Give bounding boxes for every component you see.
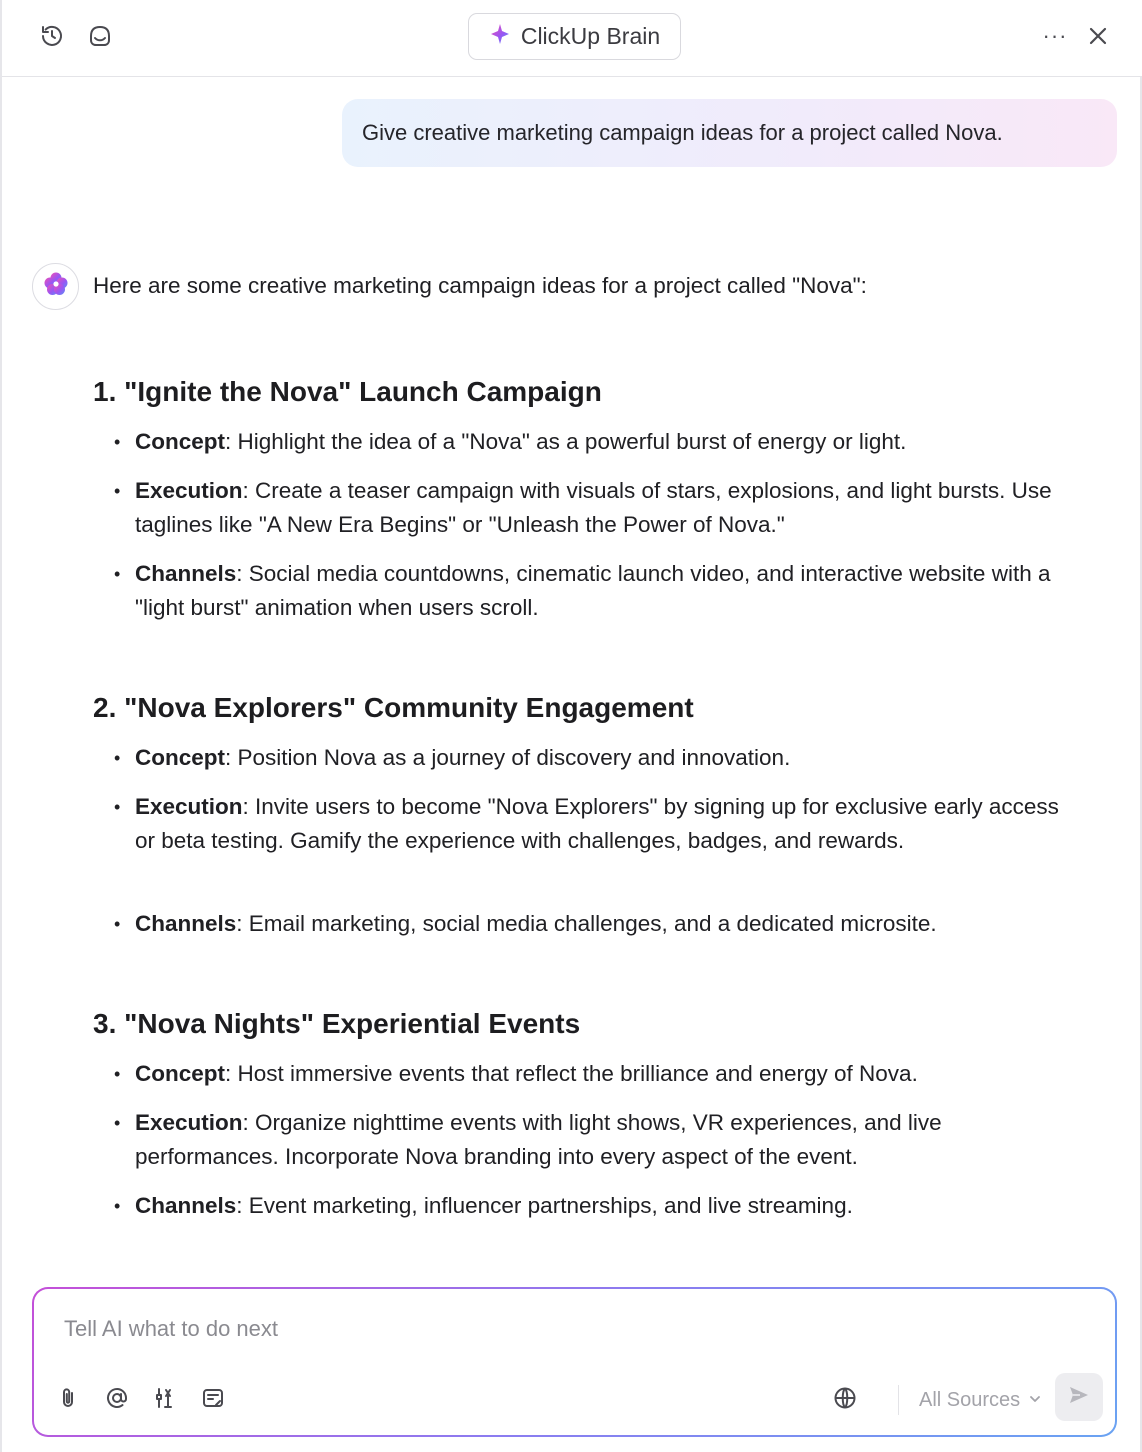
- bullet-label: Channels: [135, 911, 237, 936]
- ai-avatar: [32, 263, 79, 310]
- inbox-icon[interactable]: [84, 20, 116, 52]
- bullet-item: [114, 790, 1064, 858]
- bullet-text: : Highlight the idea of a "Nova" as a powerful burst of energy or light.: [225, 429, 907, 454]
- bullet-item: [114, 1106, 1064, 1174]
- send-button[interactable]: [1055, 1373, 1103, 1421]
- close-icon[interactable]: [1082, 20, 1114, 52]
- bullet-text: : Social media countdowns, cinematic launch video, and interactive website with a "light burst" animation when users scroll.: [135, 561, 1051, 620]
- section-title: 2. "Nova Explorers" Community Engagement: [93, 692, 694, 723]
- bullet-label: Concept: [135, 745, 225, 770]
- bullet-text: : Create a teaser campaign with visuals of stars, explosions, and light bursts. Use taglines like "A New Era Begins" or "Unleash the Power of Nova.": [135, 478, 1052, 537]
- bullet-label: Execution: [135, 1110, 243, 1135]
- note-icon[interactable]: [198, 1383, 228, 1413]
- bullet-label: Execution: [135, 478, 243, 503]
- bullet-text: : Position Nova as a journey of discovery and innovation.: [225, 745, 791, 770]
- title-pill[interactable]: [468, 13, 681, 60]
- attach-icon[interactable]: [54, 1383, 84, 1413]
- prompt-input[interactable]: [64, 1313, 964, 1345]
- clickup-brain-logo-icon: [489, 23, 511, 51]
- bullet-label: Channels: [135, 1193, 237, 1218]
- bullet-label: Execution: [135, 794, 243, 819]
- bullet-item: [114, 425, 1064, 459]
- bullet-text: : Invite users to become "Nova Explorers" by signing up for exclusive early access or beta testing. Gamify the experience with challenges, badges, and rewards.: [135, 794, 1059, 853]
- user-message-text: Give creative marketing campaign ideas for a project called Nova.: [362, 120, 1003, 145]
- response-intro: Here are some creative marketing campaign ideas for a project called "Nova":: [93, 273, 867, 298]
- bullet-item: [114, 557, 1064, 625]
- section-title: 3. "Nova Nights" Experiential Events: [93, 1008, 581, 1039]
- bullet-item: [114, 741, 1064, 775]
- section-title: 1. "Ignite the Nova" Launch Campaign: [93, 376, 602, 407]
- send-icon: [1067, 1383, 1091, 1412]
- user-message-bubble: [342, 99, 1117, 167]
- sources-dropdown[interactable]: [898, 1385, 1042, 1415]
- sources-label: All Sources: [919, 1388, 1021, 1411]
- history-icon[interactable]: [36, 20, 68, 52]
- bullet-item: [114, 1057, 1064, 1091]
- bullet-item: [114, 1189, 1064, 1223]
- bullet-text: : Host immersive events that reflect the brilliance and energy of Nova.: [225, 1061, 918, 1086]
- mention-icon[interactable]: [102, 1383, 132, 1413]
- bullet-label: Channels: [135, 561, 237, 586]
- bullet-text: : Organize nighttime events with light shows, VR experiences, and live performances. Incorporate Nova branding into every aspect of the event.: [135, 1110, 942, 1169]
- panel-header: [2, 0, 1142, 77]
- bullet-text: : Email marketing, social media challenges, and a dedicated microsite.: [236, 911, 937, 936]
- more-icon[interactable]: ···: [1042, 23, 1068, 48]
- globe-icon[interactable]: [830, 1383, 860, 1413]
- tools-icon[interactable]: [150, 1383, 180, 1413]
- brain-avatar-icon: [43, 271, 69, 302]
- chevron-down-icon: [1028, 1389, 1042, 1412]
- bullet-label: Concept: [135, 1061, 225, 1086]
- bullet-item: [114, 474, 1064, 542]
- bullet-label: Concept: [135, 429, 225, 454]
- panel-title: ClickUp Brain: [520, 23, 661, 49]
- composer: [32, 1287, 1117, 1437]
- bullet-item: [114, 907, 1064, 941]
- bullet-text: : Event marketing, influencer partnerships, and live streaming.: [236, 1193, 853, 1218]
